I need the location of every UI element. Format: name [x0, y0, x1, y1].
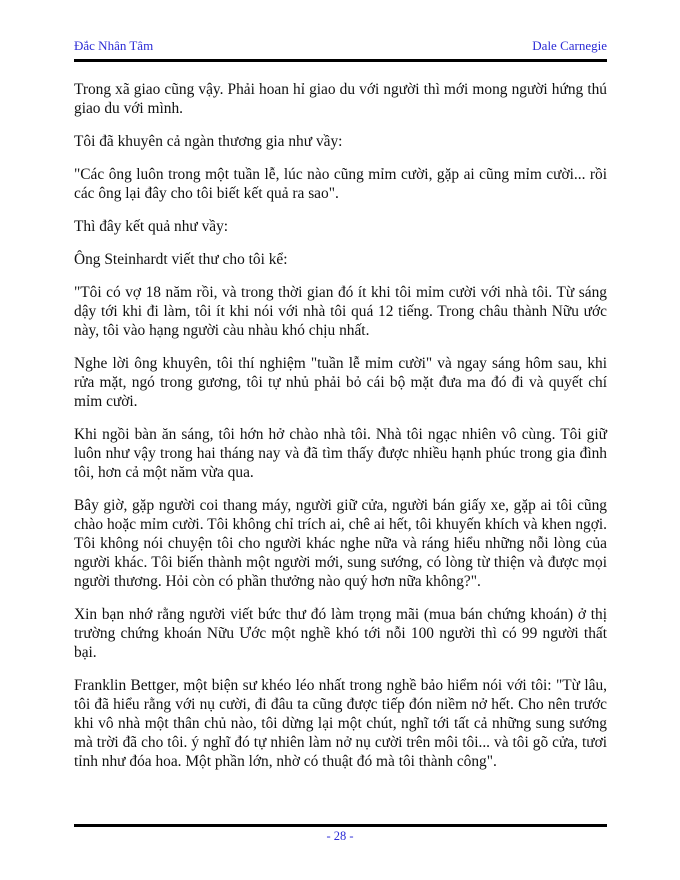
paragraph: Trong xã giao cũng vậy. Phải hoan hỉ giao du với người thì mới mong người hứng thú giao du với mình. [74, 81, 607, 117]
paragraph: Franklin Bettger, một biện sư khéo léo nhất trong nghề bảo hiểm nói với tôi: "Từ lâu, tôi đã hiểu rằng với nụ cười, đi đâu ta cũng được tiếp đón niềm nở hết. Cho nên trước khi vô nhà một thân chủ nào, tôi dừng lại một chút, nghĩ tới tất cả những sung sướng mà trời đã cho tôi. ý nghĩ đó tự nhiên làm nở nụ cười trên môi tôi... và tôi gõ cửa, tươi tỉnh như đóa hoa. Một phần lớn, nhờ có thuật đó mà tôi thành công". [74, 677, 607, 770]
paragraph: Bây giờ, gặp người coi thang máy, người giữ cửa, người bán giấy xe, gặp ai tôi cũng chào hoặc mỉm cười. Tôi không chỉ trích ai, chê ai hết, tôi khuyến khích và khen ngợi. Tôi không nói chuyện tôi cho người khác nghe nữa và ráng hiểu những nỗi lòng của người khác. Tôi biến thành một người mới, sung sướng, có lòng từ thiện và được mọi người thương. Hỏi còn có phần thưởng nào quý hơn nữa không?". [74, 497, 607, 590]
paragraph: Ông Steinhardt viết thư cho tôi kể: [74, 251, 288, 268]
header-rule [74, 59, 607, 62]
header-author: Dale Carnegie [532, 38, 607, 53]
paragraph: "Tôi có vợ 18 năm rồi, và trong thời gian đó ít khi tôi mỉm cười với nhà tôi. Từ sáng dậy tới khi đi làm, tôi ít khi nói với nhà tôi quá 12 tiếng. Trong châu thành Nữu ước này, tôi vào hạng người càu nhàu khó chịu nhất. [74, 284, 607, 339]
paragraph: "Các ông luôn trong một tuần lễ, lúc nào cũng mỉm cười, gặp ai cũng mỉm cười... rồi các ông lại đây cho tôi biết kết quả ra sao". [74, 166, 607, 202]
page-header [74, 38, 607, 54]
paragraph: Xin bạn nhớ rằng người viết bức thư đó làm trọng mãi (mua bán chứng khoán) ở thị trường chứng khoán Nữu Ước một nghề khó tới nỗi 100 người thì có 99 người thất bại. [74, 606, 607, 661]
header-book-title: Đắc Nhân Tâm [74, 38, 154, 53]
paragraph: Thì đây kết quả như vầy: [74, 218, 229, 235]
paragraph: Nghe lời ông khuyên, tôi thí nghiệm "tuần lễ mỉm cười" và ngay sáng hôm sau, khi rửa mặt, ngó trong gương, tôi tự nhủ phải bỏ cái bộ mặt đưa ma đó đi và quyết chí mỉm cười. [74, 355, 607, 410]
paragraph: Khi ngồi bàn ăn sáng, tôi hớn hở chào nhà tôi. Nhà tôi ngạc nhiên vô cùng. Tôi giữ luôn như vậy trong hai tháng nay và đã tìm thấy được nhiều hạnh phúc trong gia đình tôi, hơn cả một năm vừa qua. [74, 426, 607, 481]
paragraph: Tôi đã khuyên cả ngàn thương gia như vầy: [74, 133, 343, 150]
footer-rule [74, 824, 607, 827]
page-number: - 28 - [326, 829, 354, 843]
page-body [74, 80, 607, 785]
